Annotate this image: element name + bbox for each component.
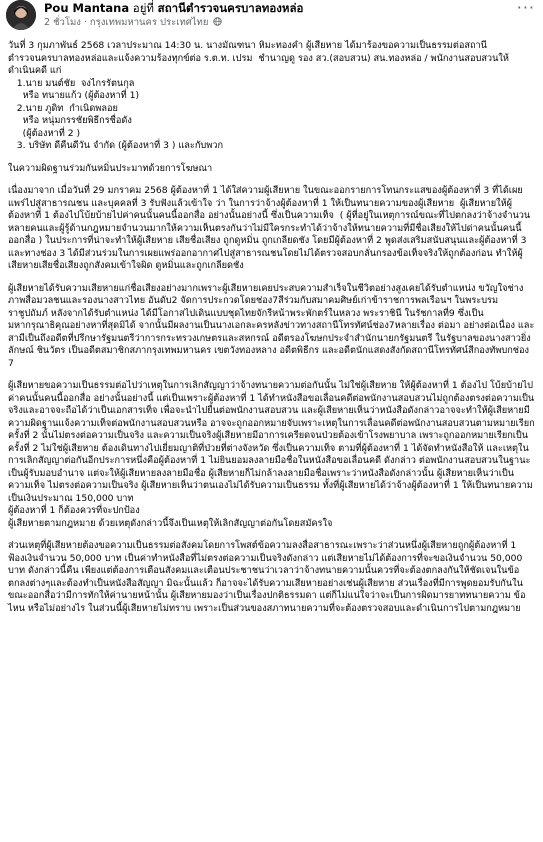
post-paragraph: ในความผิดฐานร่วมกันหมิ่นประมาทด้วยการโฆษณา	[8, 162, 213, 174]
profile-avatar-image	[6, 0, 36, 30]
post-author-line	[44, 1, 517, 16]
more-options-icon[interactable]: ···	[516, 0, 535, 17]
post-paragraph: ผู้เสียหายขอความเป็นธรรมต่อไปว่าเหตุในการเลิกสัญญาว่าจ้างทนายความต่อกันนั้น ไม่ใช่ผู้เสียหาย ให้ผู้ต้องหาที่ 1 ต้องไป โบ้ยบ้ายไปค่าคนนั้นคนนี้ออกสื่อ อย่างนั้นอย่างนี้ แต่เป็นเพราะผู้ต้องหาที่ 1 ได้ทำหนังสือขอเลื่อนคดีต่อพนักงานสอบสวนไม่ถูกต้องตรงต่อความเป็นจริงและอาจจะถือได้ว่าเป็นเอกสารเท็จ เพื่อจะนำไปยื่นต่อพนักงานสอบสวน และผู้เสียหายเห็นว่าหนังสือดังกล่าวอาจจะทำให้ผู้เสียหายมีความผิดฐานแจ้งความเท็จต่อพนักงานสอบสวนหรือ อาจจะถูกออกหมายจับเพราะเหตุในการเลื่อนคดีต่อพนักงานสอบสวนตามหมายเรียกครั้งที่ 2 นั้นไม่ตรงต่อความเป็นจริง และความเป็นจริงผู้เสียหายมีอาการเครียดจนป่วยต้องเข้าโรงพยาบาล เพราะถูกออกหมายเรียกเป็นครั้งที่ 2 ไม่ใช่ผู้เสียหาย ต้องเดินทางไปเยี่ยมญาติที่ป่วยที่ต่างจังหวัด ซึ่งเป็นความเท็จ ตามที่ผู้ต้องหาที่ 1 ได้จัดทำหนังสือให้ และเหตุในการเลิกสัญญาต่อกันอีกประการหนึ่งคือผู้ต้องหาที่ 1 ไม่ยินยอมลงลายมือชื่อในหนังสือขอเลื่อนคดี ดังกล่าว ต่อพนักงานสอบสวนในฐานะเป็นผู้รับมอบอำนาจ แต่จะให้ผู้เสียหายลงลายมือชื่อ ผู้เสียหายก็ไม่กล้าลงลายมือชื่อเพราะว่าหนังสือดังกล่าวนั้น ผู้เสียหายเห็นว่าเป็นความเท็จ ไม่ตรงต่อความเป็นจริง ผู้เสียหายเห็นว่าตนเองไม่ได้รับความเป็นธรรม ทั้งที่ผู้เสียหายได้ว่าจ้างผู้ต้องหาที่ 1 ให้เป็นทนายความ เป็นเงินประมาณ 150,000 บาท ผู้ต้องหาที่ 1 ก็ต้องควรที่จะปกป้อง ผู้เสียหายตามกฎหมาย ด้วยเหตุดังกล่าวนี้จึงเป็นเหตุให้เลิกสัญญาต่อกันโดยสมัครใจ	[8, 380, 535, 529]
location-name[interactable]: สถานีตำรวจนครบาลทองหล่อ	[157, 1, 304, 15]
globe-icon	[213, 17, 222, 31]
post-paragraph: เนื่องมาจาก เมื่อวันที่ 29 มกราคม 2568 ผู้ต้องหาที่ 1 ได้ใส่ความผู้เสียหาย ในขณะออกรายการโทนกระแสของผู้ต้องหาที่ 3 ที่ได้เผยแพร่ไปสู่สาธารณชน และบุคคลที่ 3 รับฟังแล้วเข้าใจ ว่า ในการว่าจ้างผู้ต้องหาที่ 1 ให้เป็นทนายความของผู้เสียหาย ผู้เสียหายให้ผู้ต้องหาที่ 1 ต้องไปโบ้ยบ้ายไปค่าคนนั้นคนนี้ออกสื่อ อย่างนั้นอย่างนี้ ซึ่งเป็นความเท็จ ( ผู้ที่อยู่ในเหตุการณ์ขณะที่ไปตกลงว่าจ้างจำนวนหลายคนและผู้รู้ด้านกฎหมายจำนวนมากให้ความเห็นตรงกันว่าไม่มีใครกระทำได้ว่าจ้างให้ทนายความที่มีชื่อเสียงให้ไปด่าคนนั้นคนนี้ออกสื่อ ) ในประการที่น่าจะทำให้ผู้เสียหาย เสียชื่อเสียง ถูกดูหมิ่น ถูกเกลียดชัง โดยมีผู้ต้องหาที่ 2 พูดส่งเสริมสนับสนุนและผู้ต้องหาที่ 3 และทางช่อง 3 ได้มีส่วนร่วมในการเผยแพร่ออกอากาศไปสู่สาธารณชนโดยไม่ได้ตรวจสอบกลั่นกรองข้อเท็จจริงให้ถูกต้องก่อน ทำให้ผู้เสียหายเสียชื่อเสียงถูกสังคมเข้าใจผิด ดูหมิ่นและถูกเกลียดชัง	[8, 185, 531, 271]
post-paragraph: ส่วนเหตุที่ผู้เสียหายต้องขอความเป็นธรรมต่อสังคมโดยการโพสต์ข้อความลงสื่อสาธารณะเพราะว่าส่วนหนึ่งผู้เสียหายถูกผู้ต้องหาที่ 1 ฟ้องเงินจำนวน 50,000 บาท เป็นค่าทำหนังสือที่ไม่ตรงต่อความเป็นจริงดังกล่าว แต่เสียหายไม่ได้ต้องการที่จะขอเงินจำนวน 50,000 บาท ดังกล่าวนี้คืน เพียงแต่ต้องการเตือนสังคมและเตือนประชาชนว่าเวลาว่าจ้างทนายความนั้นควรที่จะต้องตกลงกันให้ชัดเจนในข้อตกลงต่างๆและต้องทำเป็นหนังสือสัญญา มิฉะนั้นแล้ว ก็อาจจะได้รับความเสียหายอย่างเช่นผู้เสียหาย ส่วนเรื่องที่มีการพูดยอมรับกันในขณะออกสื่อว่ามีการทักให้ค่านายหน้านั้น ผู้เสียหายมองว่าเป็นเรื่องปกติธรรมดา แต่ก็ไม่แน่ใจว่าจะเป็นการผิดมารยาททนายความ ข้อไหน หรือไม่อย่างไร ในส่วนนี้ผู้เสียหายไม่ทราบ เพราะเป็นส่วนของสภาทนายความที่จะต้องตรวจสอบและดำเนินการไปตามกฎหมาย	[8, 540, 526, 614]
post-time[interactable]: 2 ชั่วโมง · กรุงเทพมหานคร ประเทศไทย	[44, 17, 209, 28]
post-body	[0, 40, 543, 615]
post-paragraph: ผู้เสียหายได้รับความเสียหายแก่ชื่อเสียงอย่างมากเพราะผู้เสียหายเคยประสบความสำเร็จในชีวิตอย่างสูงเคยได้รับตำแหน่ง ขวัญใจช่างภาพสื่อมวลชนและรองนางสาวไทย อันดับ2 จัดการประกวดโดยช่อง7สีร่วมกับสมาคมศิษย์เก่าข้าราชการพลเรือนฯ ในพระบรมราชูปถัมภ์ หลังจากได้รับตำแหน่ง ได้มีโอกาสไปเดินแบบชุดไทยจักรีหน้าพระพักตร์ในหลวง พระราชินี ในรัชกาลที่9 ซึ่งเป็นมหากรุณาธิคุณอย่างหาที่สุดมิได้ จากนั้นมีผลงานเป็นนางเอกละครหลังข่าวทางสถานีโทรทัศน์ช่อง7หลายเรื่อง ต่อมา อย่างต่อเนื่อง และสามีเป็นถึงอดีตที่ปรึกษารัฐมนตรีว่าการกระทรวงเกษตรและสหกรณ์ อดีตรองโฆษกประจำสำนักนายกรัฐมนตรี ในรัฐบาลของนางสาวยิ่งลักษณ์ ชินวัตร เป็นอดีตสมาชิกสภากรุงเทพมหานคร เขตวังทองหลาง อดีตพิธีกร และอดีตนักแสดงสังกัดสถานีโทรทัศน์สีกองทัพบกช่อง 7	[8, 282, 535, 369]
post-timestamp-line	[44, 16, 517, 31]
post-meta	[44, 1, 517, 31]
avatar[interactable]	[6, 0, 36, 30]
at-label: อยู่ที่	[132, 1, 155, 15]
post-paragraph: วันที่ 3 กุมภาพันธ์ 2568 เวลาประมาณ 14:30 น. นางมัณฑนา หิมะทองคำ ผู้เสียหาย ได้มาร้องขอความเป็นธรรมต่อสถานีตำรวจนครบาลทองหล่อและแจ้งความร้องทุกข์ต่อ ร.ต.ท. เปรม ชำนาญดู รอง สว.(สอบสวน) สน.ทองหล่อ / พนักงานสอบสวนให้ดำเนินคดี แก่ 1.นาย มนต์ชัย จงไกรรัตนกุล หรือ ทนายแก้ว (ผู้ต้องหาที่ 1) 2.นาย ภูดิท กำเนิดพลอย หรือ หนุ่มกรรชัยพิธีกรชื่อดัง (ผู้ต้องหาที่ 2 ) 3. บริษัท ดีคืนดีวัน จำกัด (ผู้ต้องหาที่ 3 ) และกับพวก	[8, 40, 509, 151]
post-header	[0, 0, 543, 40]
author-name[interactable]: Pou Mantana	[44, 1, 130, 15]
